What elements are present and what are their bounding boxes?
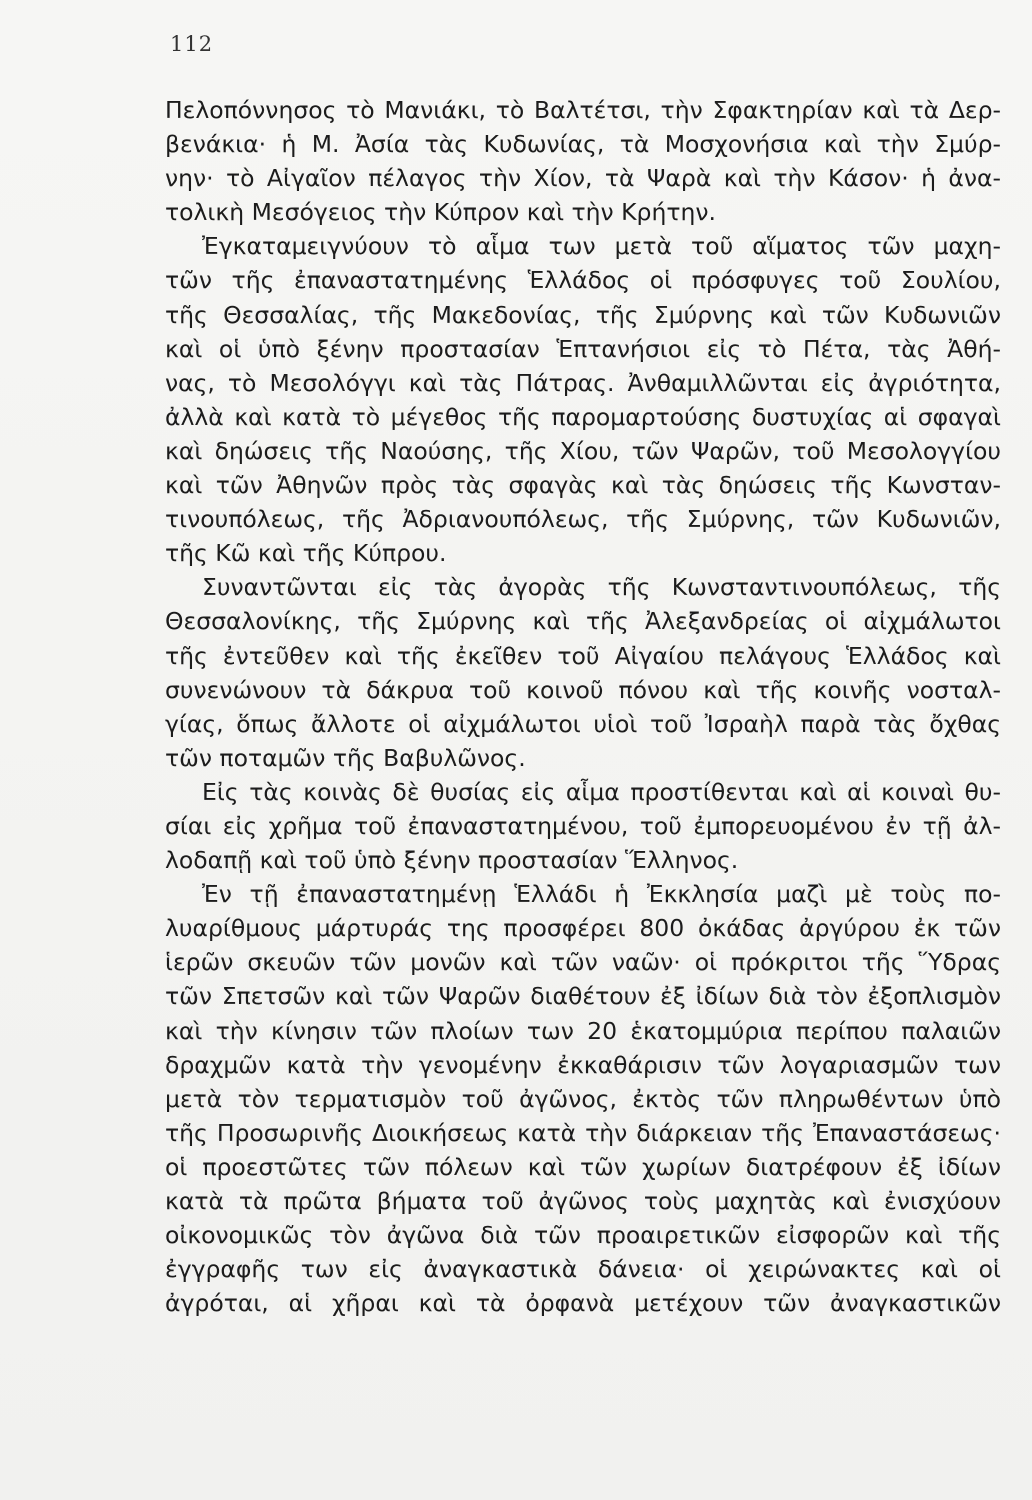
text-line: οἱ προεστῶτες τῶν πόλεων καὶ τῶν χωρίων διατρέφουν ἐξ ἰδίων	[165, 1152, 1001, 1181]
text-line: Ἐν τῇ ἐπαναστατημένῃ Ἑλλάδι ἡ Ἐκκλησία μαζὶ μὲ τοὺς πο-	[202, 880, 1001, 909]
text-line: τῶν Σπετσῶν καὶ τῶν Ψαρῶν διαθέτουν ἐξ ἰδίων διὰ τὸν ἐξοπλισμὸν	[165, 982, 1001, 1011]
text-line: καὶ τῶν Ἀθηνῶν πρὸς τὰς σφαγὰς καὶ τὰς δηώσεις τῆς Κωνσταν-	[165, 471, 1001, 500]
text-line: σίαι εἰς χρῆμα τοῦ ἐπαναστατημένου, τοῦ ἐμπορευομένου ἐν τῇ ἀλ-	[165, 811, 1001, 840]
text-line: μετὰ τὸν τερματισμὸν τοῦ ἀγῶνος, ἐκτὸς τῶν πληρωθέντων ὑπὸ	[165, 1084, 1001, 1113]
text-line: γίας, ὅπως ἄλλοτε οἱ αἰχμάλωτοι υἱοὶ τοῦ Ἰσραὴλ παρὰ τὰς ὄχθας	[165, 709, 1001, 738]
text-line: οἰκονομικῶς τὸν ἀγῶνα διὰ τῶν προαιρετικῶν εἰσφορῶν καὶ τῆς	[165, 1221, 1001, 1250]
text-line: συνενώνουν τὰ δάκρυα τοῦ κοινοῦ πόνου καὶ τῆς κοινῆς νοσταλ-	[165, 675, 1001, 704]
text-line: καὶ δηώσεις τῆς Ναούσης, τῆς Χίου, τῶν Ψαρῶν, τοῦ Μεσολογγίου	[165, 436, 1001, 465]
text-line: τινουπόλεως, τῆς Ἀδριανουπόλεως, τῆς Σμύρνης, τῶν Κυδωνιῶν,	[165, 505, 1001, 534]
text-line: δραχμῶν κατὰ τὴν γενομένην ἐκκαθάρισιν τῶν λογαριασμῶν των	[165, 1050, 1001, 1079]
text-line: ἀλλὰ καὶ κατὰ τὸ μέγεθος τῆς παρομαρτούσης δυστυχίας αἱ σφαγαὶ	[165, 402, 1001, 431]
text-line: τῶν τῆς ἐπαναστατημένης Ἑλλάδος οἱ πρόσφυγες τοῦ Σουλίου,	[165, 266, 1001, 295]
text-line: βενάκια· ἡ Μ. Ἀσία τὰς Κυδωνίας, τὰ Μοσχονήσια καὶ τὴν Σμύρ-	[165, 130, 1001, 159]
text-line: τῆς Θεσσαλίας, τῆς Μακεδονίας, τῆς Σμύρνης καὶ τῶν Κυδωνιῶν	[165, 300, 1001, 329]
text-line: κατὰ τὰ πρῶτα βήματα τοῦ ἀγῶνος τοὺς μαχητὰς καὶ ἐνισχύουν	[165, 1187, 1001, 1215]
page-number: 112	[170, 32, 214, 56]
text-line: Πελοπόννησος τὸ Μανιάκι, τὸ Βαλτέτσι, τὴν Σφακτηρίαν καὶ τὰ Δερ-	[165, 96, 1001, 124]
text-line: ἀγρόται, αἱ χῆραι καὶ τὰ ὀρφανὰ μετέχουν τῶν ἀναγκαστικῶν	[165, 1289, 1001, 1318]
text-line: τῆς Προσωρινῆς Διοικήσεως κατὰ τὴν διάρκειαν τῆς Ἐπαναστάσεως·	[165, 1118, 1001, 1147]
text-line: Θεσσαλονίκης, τῆς Σμύρνης καὶ τῆς Ἀλεξανδρείας οἱ αἰχμάλωτοι	[165, 607, 1001, 636]
text-line: ἐγγραφῆς των εἰς ἀναγκαστικὰ δάνεια· οἱ χειρώνακτες καὶ οἱ	[165, 1255, 1001, 1284]
text-line: νας, τὸ Μεσολόγγι καὶ τὰς Πάτρας. Ἀνθαμιλλῶνται εἰς ἀγριότητα,	[165, 368, 1001, 397]
text-line: λυαρίθμους μάρτυράς της προσφέρει 800 ὀκάδας ἀργύρου ἐκ τῶν	[165, 914, 1001, 943]
text-line: Ἐγκαταμειγνύουν τὸ αἷμα των μετὰ τοῦ αἵματος τῶν μαχη-	[202, 232, 1001, 261]
text-line: τῆς Κῶ καὶ τῆς Κύπρου.	[165, 539, 447, 568]
text-line: λοδαπῇ καὶ τοῦ ὑπὸ ξένην προστασίαν Ἕλληνος.	[165, 846, 739, 875]
text-line: τολικὴ Μεσόγειος τὴν Κύπρον καὶ τὴν Κρήτην.	[165, 198, 716, 227]
body-text	[165, 93, 1001, 1320]
text-line: νην· τὸ Αἰγαῖον πέλαγος τὴν Χίον, τὰ Ψαρὰ καὶ τὴν Κάσον· ἡ ἀνα-	[165, 164, 1001, 193]
text-line: Συναντῶνται εἰς τὰς ἀγορὰς τῆς Κωνσταντινουπόλεως, τῆς	[202, 573, 1001, 602]
text-line: τῶν ποταμῶν τῆς Βαβυλῶνος.	[165, 743, 526, 772]
text-line: ἱερῶν σκευῶν τῶν μονῶν καὶ τῶν ναῶν· οἱ πρόκριτοι τῆς Ὕδρας	[165, 948, 1001, 977]
text-line: καὶ τὴν κίνησιν τῶν πλοίων των 20 ἑκατομμύρια περίπου παλαιῶν	[165, 1016, 1001, 1045]
text-line: Εἰς τὰς κοινὰς δὲ θυσίας εἰς αἷμα προστίθενται καὶ αἱ κοιναὶ θυ-	[202, 777, 1001, 806]
text-line: τῆς ἐντεῦθεν καὶ τῆς ἐκεῖθεν τοῦ Αἰγαίου πελάγους Ἑλλάδος καὶ	[165, 641, 1001, 670]
text-line: καὶ οἱ ὑπὸ ξένην προστασίαν Ἑπτανήσιοι εἰς τὸ Πέτα, τὰς Ἀθή-	[165, 334, 1001, 363]
